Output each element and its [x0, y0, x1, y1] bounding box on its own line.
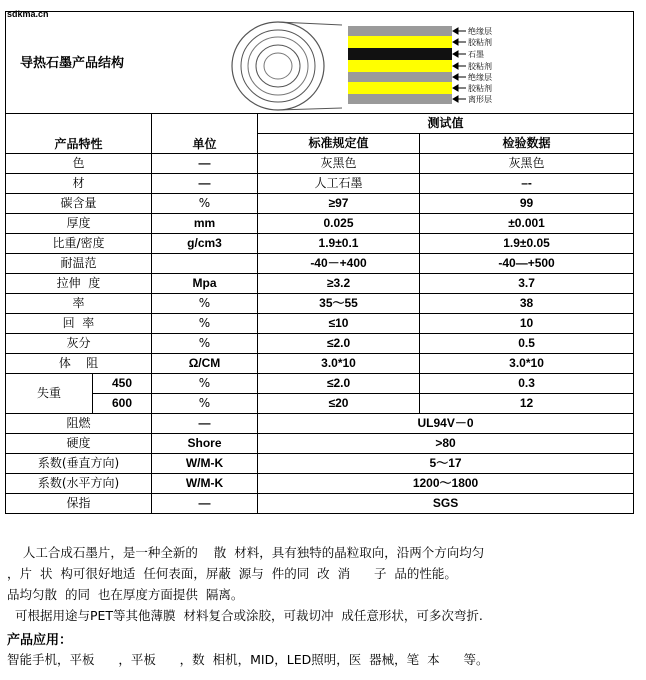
- table-row: [6, 354, 634, 374]
- structure-title: 导热石墨产品结构: [20, 56, 125, 71]
- property-name: 比重/密度: [6, 234, 152, 254]
- measured-value: 3.0*10: [420, 354, 634, 374]
- unit: —: [152, 414, 258, 434]
- measured-value: 0.5: [420, 334, 634, 354]
- table-row: [6, 194, 634, 214]
- merged-value: 5～17: [258, 454, 634, 474]
- standard-value: 人工石墨: [258, 174, 420, 194]
- property-name: 体 阻: [6, 354, 152, 374]
- standard-value: 3.0*10: [258, 354, 420, 374]
- applications-text: 智能手机，平板 ，平板 ，数 相机，MID，LED照明，医 器械，笔 本 等。: [7, 652, 489, 667]
- measured-value: ±0.001: [420, 214, 634, 234]
- property-name: 硬度: [6, 434, 152, 454]
- layer-label: 绝缘层: [468, 73, 492, 82]
- standard-value: ≤2.0: [258, 374, 420, 394]
- standard-value: ≥3.2: [258, 274, 420, 294]
- table-row: [6, 214, 634, 234]
- unit: W/M-K: [152, 474, 258, 494]
- property-name: 系数(垂直方向): [6, 454, 152, 474]
- applications-title: 产品应用：: [7, 633, 73, 648]
- property-name: 回 率: [6, 314, 152, 334]
- structure-cell: [6, 12, 634, 114]
- header-standard: 标准规定值: [258, 134, 420, 154]
- unit: %: [152, 374, 258, 394]
- merged-value: >80: [258, 434, 634, 454]
- temperature: 450: [93, 374, 152, 394]
- header-unit: 单位: [152, 114, 258, 154]
- spec-table: [5, 11, 634, 514]
- property-name: 失重: [6, 374, 93, 414]
- description-line: 人工合成石墨片，是一种全新的 散 材料，具有独特的晶粒取向，沿两个方向均匀: [7, 545, 485, 560]
- table-row: [6, 274, 634, 294]
- layer-label: 胶粘剂: [468, 62, 492, 71]
- standard-value: 0.025: [258, 214, 420, 234]
- standard-value: ≤2.0: [258, 334, 420, 354]
- measured-value: -40—+500: [420, 254, 634, 274]
- layer-arrows: [453, 28, 466, 102]
- table-row: [6, 234, 634, 254]
- measured-value: 99: [420, 194, 634, 214]
- table-row: [6, 394, 634, 414]
- property-name: 色: [6, 154, 152, 174]
- layer-label: 胶粘剂: [468, 84, 492, 93]
- header-test-value: 测试值: [258, 114, 634, 134]
- measured-value: –-: [420, 174, 634, 194]
- standard-value: 35～55: [258, 294, 420, 314]
- merged-value: SGS: [258, 494, 634, 514]
- table-row: [6, 314, 634, 334]
- layer-label: 石墨: [468, 50, 484, 59]
- measured-value: 10: [420, 314, 634, 334]
- property-name: 耐温范: [6, 254, 152, 274]
- measured-value: 0.3: [420, 374, 634, 394]
- unit: Mpa: [152, 274, 258, 294]
- property-name: 保指: [6, 494, 152, 514]
- logo: sdkma.cn: [7, 9, 49, 19]
- standard-value: ≤10: [258, 314, 420, 334]
- layer-stack: [348, 26, 452, 104]
- table-row: [6, 334, 634, 354]
- measured-value: 38: [420, 294, 634, 314]
- table-row: [6, 154, 634, 174]
- property-name: 拉伸 度: [6, 274, 152, 294]
- table-row: [6, 494, 634, 514]
- description-line: ，片 状 构可很好地适 任何表面，屏蔽 源与 件的同 改 消 子 品的性能。: [7, 566, 457, 581]
- unit: %: [152, 294, 258, 314]
- measured-value: 1.9±0.05: [420, 234, 634, 254]
- table-row: [6, 374, 634, 394]
- unit: Ω/CM: [152, 354, 258, 374]
- graphite-structure-diagram: [220, 16, 540, 112]
- property-name: 阻燃: [6, 414, 152, 434]
- layer-label: 绝缘层: [468, 27, 492, 36]
- unit: %: [152, 334, 258, 354]
- unit: —: [152, 174, 258, 194]
- merged-value: UL94V－0: [258, 414, 634, 434]
- unit: %: [152, 314, 258, 334]
- table-row: [6, 434, 634, 454]
- unit: Shore: [152, 434, 258, 454]
- property-name: 厚度: [6, 214, 152, 234]
- measured-value: 灰黑色: [420, 154, 634, 174]
- unit: %: [152, 194, 258, 214]
- unit: %: [152, 394, 258, 414]
- property-name: 灰分: [6, 334, 152, 354]
- standard-value: ≤20: [258, 394, 420, 414]
- unit: mm: [152, 214, 258, 234]
- layer-label: 离形层: [468, 95, 492, 104]
- description-line: 可根据用途与PET等其他薄膜 材料复合或涂胶，可裁切冲 成任意形状，可多次弯折.: [7, 608, 483, 623]
- unit: g/cm3: [152, 234, 258, 254]
- table-row: [6, 294, 634, 314]
- header-property: 产品特性: [6, 114, 152, 154]
- property-name: 碳含量: [6, 194, 152, 214]
- table-row: [6, 474, 634, 494]
- description-line: 品均匀散 的同 也在厚度方面提供 隔离。: [7, 587, 244, 602]
- graphite-roll-icon: [232, 22, 342, 110]
- table-row: [6, 414, 634, 434]
- standard-value: 1.9±0.1: [258, 234, 420, 254]
- table-row: [6, 174, 634, 194]
- property-name: 系数(水平方向): [6, 474, 152, 494]
- property-name: 率: [6, 294, 152, 314]
- property-name: 材: [6, 174, 152, 194]
- unit: —: [152, 494, 258, 514]
- table-row: [6, 254, 634, 274]
- standard-value: ≥97: [258, 194, 420, 214]
- layer-labels: [468, 26, 492, 104]
- table-row: [6, 454, 634, 474]
- layer-label: 胶粘剂: [468, 38, 492, 47]
- measured-value: 12: [420, 394, 634, 414]
- measured-value: 3.7: [420, 274, 634, 294]
- header-measured: 检验数据: [420, 134, 634, 154]
- standard-value: -40－+400: [258, 254, 420, 274]
- standard-value: 灰黑色: [258, 154, 420, 174]
- temperature: 600: [93, 394, 152, 414]
- merged-value: 1200～1800: [258, 474, 634, 494]
- unit: W/M-K: [152, 454, 258, 474]
- unit: [152, 254, 258, 274]
- unit: —: [152, 154, 258, 174]
